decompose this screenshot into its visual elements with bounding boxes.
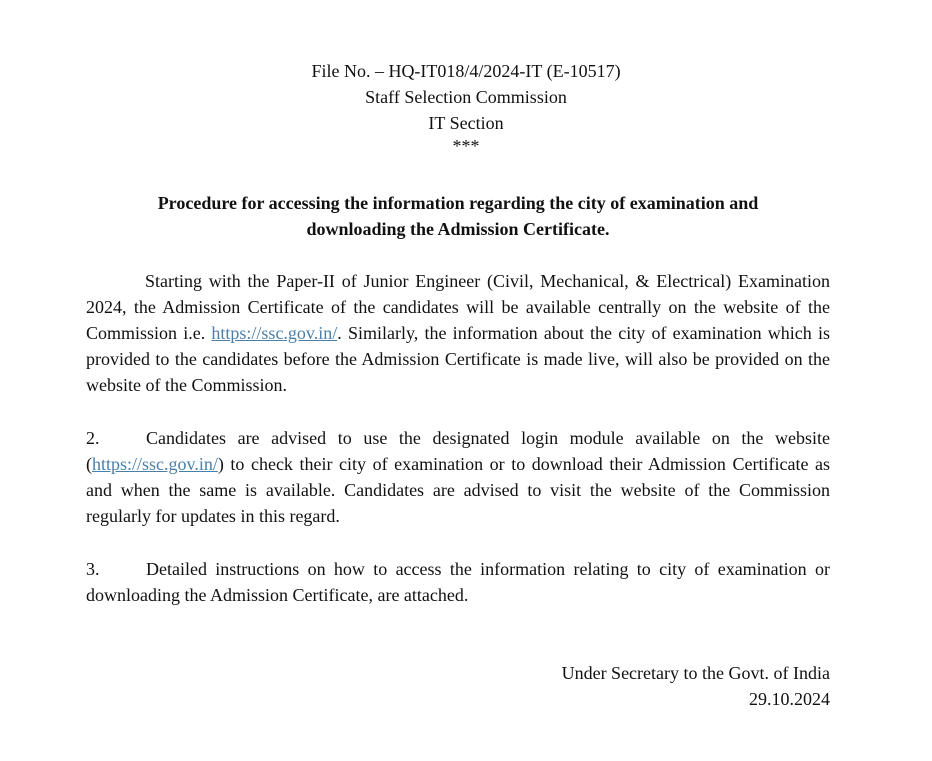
separator-stars: *** xyxy=(452,136,480,156)
paragraph-1-text-a: Starting with the Paper-II of Junior Engineer (Civil, Mechanical, & Electrical) Examination 2024, the Admission Certificate of the candidates will be available centrally on the website of the Commission i.e. xyxy=(86,271,830,343)
ssc-website-link[interactable]: https://ssc.gov.in/ xyxy=(211,323,338,343)
paragraph-2-number: 2. xyxy=(86,428,100,448)
document-title xyxy=(86,190,830,242)
title-line-2: downloading the Admission Certificate. xyxy=(306,219,610,239)
document-header xyxy=(0,58,932,156)
paragraph-1 xyxy=(86,268,830,398)
paragraph-3-number: 3. xyxy=(86,559,100,579)
paragraph-3-text: Detailed instructions on how to access the information relating to city of examination or downloading the Admission Certificate, are attached. xyxy=(86,559,830,605)
paragraph-1-text-b: . Similarly, the information about the city of examination which is provided to the candidates before the Admission Certificate is made live, will also be provided on the website of the Commission. xyxy=(86,323,831,395)
paragraph-3 xyxy=(86,556,830,608)
organization-name: Staff Selection Commission xyxy=(365,87,567,107)
paragraph-2-text-b: ) to check their city of examination or to download their Admission Certificate as and when the same is available. Candidates are advised to visit the website of the Commission regularly for updates in this regard. xyxy=(86,454,830,526)
ssc-website-link-2[interactable]: https://ssc.gov.in/ xyxy=(92,454,218,474)
paragraph-2 xyxy=(86,425,830,529)
signature-block xyxy=(562,660,830,712)
file-number: File No. – HQ-IT018/4/2024-IT (E-10517) xyxy=(311,61,621,81)
paragraph-2-text-a: Candidates are advised to use the designated login module available on the website ( xyxy=(86,428,830,474)
section-name: IT Section xyxy=(428,113,504,133)
title-line-1: Procedure for accessing the information regarding the city of examination and xyxy=(157,193,759,213)
signatory-designation: Under Secretary to the Govt. of India xyxy=(561,663,830,683)
document-date: 29.10.2024 xyxy=(749,689,830,709)
